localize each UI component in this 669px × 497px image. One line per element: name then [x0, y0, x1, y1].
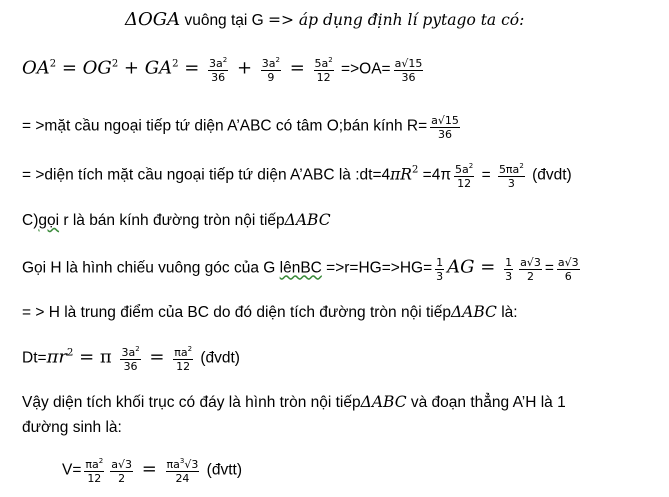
fraction: $\frac{5a^2}{12}$ [314, 56, 333, 84]
line-incircle-intro: = > H là trung điểm của BC do đó diện tích đường tròn nội tiếpΔABC là: [22, 303, 518, 321]
line-generatrix: đường sinh là: [22, 419, 122, 436]
text-oa-result: =>OA= [336, 60, 391, 78]
line-sphere-area: = >diện tích mặt cầu ngoại tiếp tứ diện A’ABC là $:dt=4\pi R^2 =4\pi$ $\frac{5a^2}{12}$ = $\frac{5\pi a^2}{3}$ (đvdt) [22, 162, 572, 190]
line-volume: V= $\frac{\pi a^2}{12}$ $\frac{a√3}{2}$ = $\frac{\pi a^3√3}{24}$ (đvtt) [62, 457, 242, 485]
triangle-abc: ΔABC [360, 393, 407, 411]
fraction: $\frac{3a^2}{9}$ [261, 56, 280, 84]
fraction: $\frac{a√15}{36}$ [394, 57, 423, 84]
fraction: $\frac{5\pi a^2}{3}$ [498, 162, 524, 190]
var-oa: OA [22, 57, 50, 79]
line-pythagoras-intro [125, 10, 524, 31]
text-pytago: => áp dụng định lí pytago ta có: [268, 11, 525, 29]
triangle-abc: ΔABC [284, 211, 331, 229]
fraction: $\frac{a√3}{2}$ [520, 256, 541, 283]
fraction: $\frac{\pi a^2}{12}$ [174, 345, 193, 373]
fraction: $\frac{1}{3}$ [436, 256, 444, 283]
fraction: $\frac{3a^2}{36}$ [209, 56, 228, 84]
spellcheck-word: lênBC [279, 259, 322, 277]
fraction: $\frac{5a^2}{12}$ [455, 162, 474, 190]
line-cylinder-intro: Vậy diện tích khối trục có đáy là hình tròn nội tiếpΔABC và đoạn thẳng A’H là 1 [22, 393, 566, 411]
line-hg: Gọi H là hình chiếu vuông góc của G lênBC =>r=HG=>HG= $\frac{1}{3}$ AG = $\frac{1}{3}$ $\frac{a√3}{2}$ = $\frac{a√3}{6}$ [22, 256, 579, 283]
fraction: $\frac{a√15}{36}$ [431, 114, 459, 141]
fraction: $\frac{1}{3}$ [505, 256, 513, 283]
line-sphere-radius: = >mặt cầu ngoại tiếp tứ diện A’ABC có tâm O;bán kính R= $\frac{a√15}{36}$ [22, 114, 459, 141]
triangle-abc: ΔABC [450, 303, 497, 321]
triangle-oga: ΔOGA [125, 9, 181, 30]
line-part-c: C)gọi r là bán kính đường tròn nội tiếpΔABC [22, 211, 331, 229]
fraction: $\frac{a√3}{6}$ [557, 256, 579, 283]
var-og: OG [82, 57, 112, 79]
fraction: $\frac{\pi a^2}{12}$ [85, 457, 104, 485]
text: vuông tại G [180, 12, 269, 29]
var-ga: GA [144, 57, 173, 79]
fraction: $\frac{\pi a^3√3}{24}$ [166, 457, 199, 485]
fraction: $\frac{3a^2}{36}$ [121, 345, 140, 373]
line-oa-formula: $OA^2 = OG^2 + GA^2$ = $\frac{3a^2}{36}$ + $\frac{3a^2}{9}$ = $\frac{5a^2}{12}$ =>OA= $\frac{a√15}{36}$ [22, 56, 423, 84]
line-incircle-area: $Dt=\pi r^2 = \pi$ $\frac{3a^2}{36}$ = $\frac{\pi a^2}{12}$ (đvdt) [22, 345, 240, 373]
fraction: $\frac{a√3}{2}$ [111, 458, 132, 485]
spellcheck-word: gọi [38, 212, 60, 229]
